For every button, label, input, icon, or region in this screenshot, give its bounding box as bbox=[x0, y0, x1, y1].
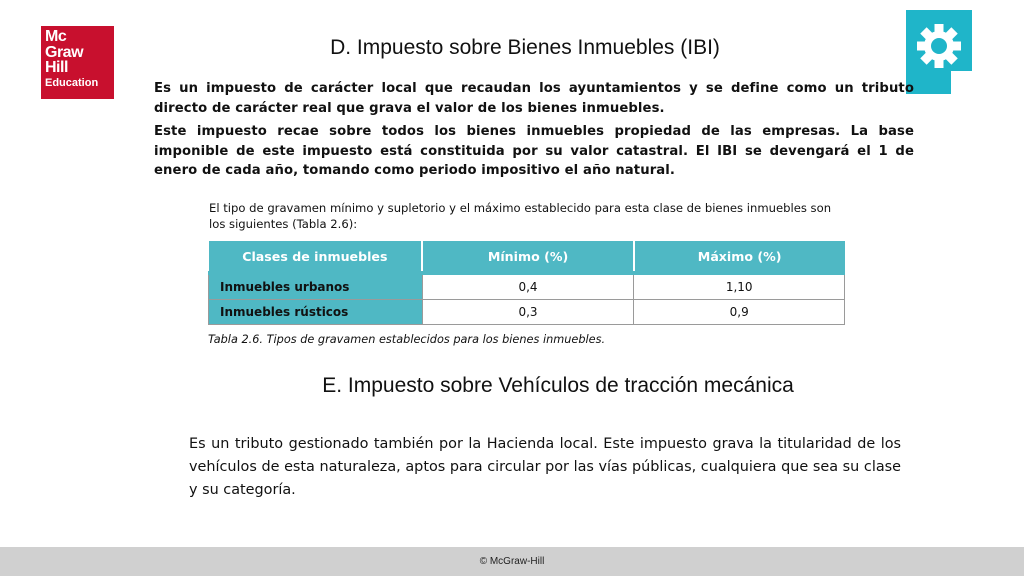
logo-text-hill: Hill bbox=[45, 59, 68, 76]
table-caption: Tabla 2.6. Tipos de gravamen establecidos para los bienes inmuebles. bbox=[208, 333, 606, 346]
section-e-paragraph: Es un tributo gestionado también por la Hacienda local. Este impuesto grava la titularidad de los vehículos de esta naturaleza, aptos para circular por las vías públicas, cualquiera que sea su clase y su categoría. bbox=[189, 436, 901, 498]
table-header-row bbox=[209, 241, 845, 273]
table-cell-minimo: 0,3 bbox=[422, 300, 634, 325]
logo-text-education: Education bbox=[45, 76, 99, 89]
table-row bbox=[209, 273, 845, 300]
table-cell-maximo: 0,9 bbox=[634, 300, 845, 325]
table-header-minimo: Mínimo (%) bbox=[422, 241, 634, 273]
section-d-paragraph-2: Este impuesto recae sobre todos los bienes inmuebles propiedad de las empresas. La base imponible de este impuesto está constituida por su valor catastral. El IBI se devengará el 1 de enero de cada año, tomando como periodo impositivo el año natural. bbox=[154, 124, 914, 178]
table-header-clases: Clases de inmuebles bbox=[209, 241, 423, 273]
table-cell-minimo: 0,4 bbox=[422, 273, 634, 300]
table-cell-class: Inmuebles rústicos bbox=[209, 300, 423, 325]
logo-text-mc: Mc bbox=[45, 28, 67, 45]
section-e-title: E. Impuesto sobre Vehículos de tracción mecánica bbox=[322, 374, 794, 397]
table-row bbox=[209, 300, 845, 325]
footer-bar bbox=[0, 547, 1024, 576]
gravamen-table bbox=[208, 241, 845, 325]
section-d-paragraph-1: Es un impuesto de carácter local que recaudan los ayuntamientos y se define como un tributo directo de carácter real que grava el valor de los bienes inmuebles. bbox=[154, 81, 914, 116]
logo-text-graw: Graw bbox=[45, 43, 84, 61]
table-cell-maximo: 1,10 bbox=[634, 273, 845, 300]
section-d-title: D. Impuesto sobre Bienes Inmuebles (IBI) bbox=[330, 36, 720, 59]
table-header-maximo: Máximo (%) bbox=[634, 241, 845, 273]
footer-copyright: © McGraw-Hill bbox=[479, 556, 545, 567]
table-intro-text: El tipo de gravamen mínimo y supletorio y el máximo establecido para esta clase de bienes inmuebles son los siguientes (Tabla 2.6): bbox=[209, 201, 832, 231]
table-cell-class: Inmuebles urbanos bbox=[209, 273, 423, 300]
